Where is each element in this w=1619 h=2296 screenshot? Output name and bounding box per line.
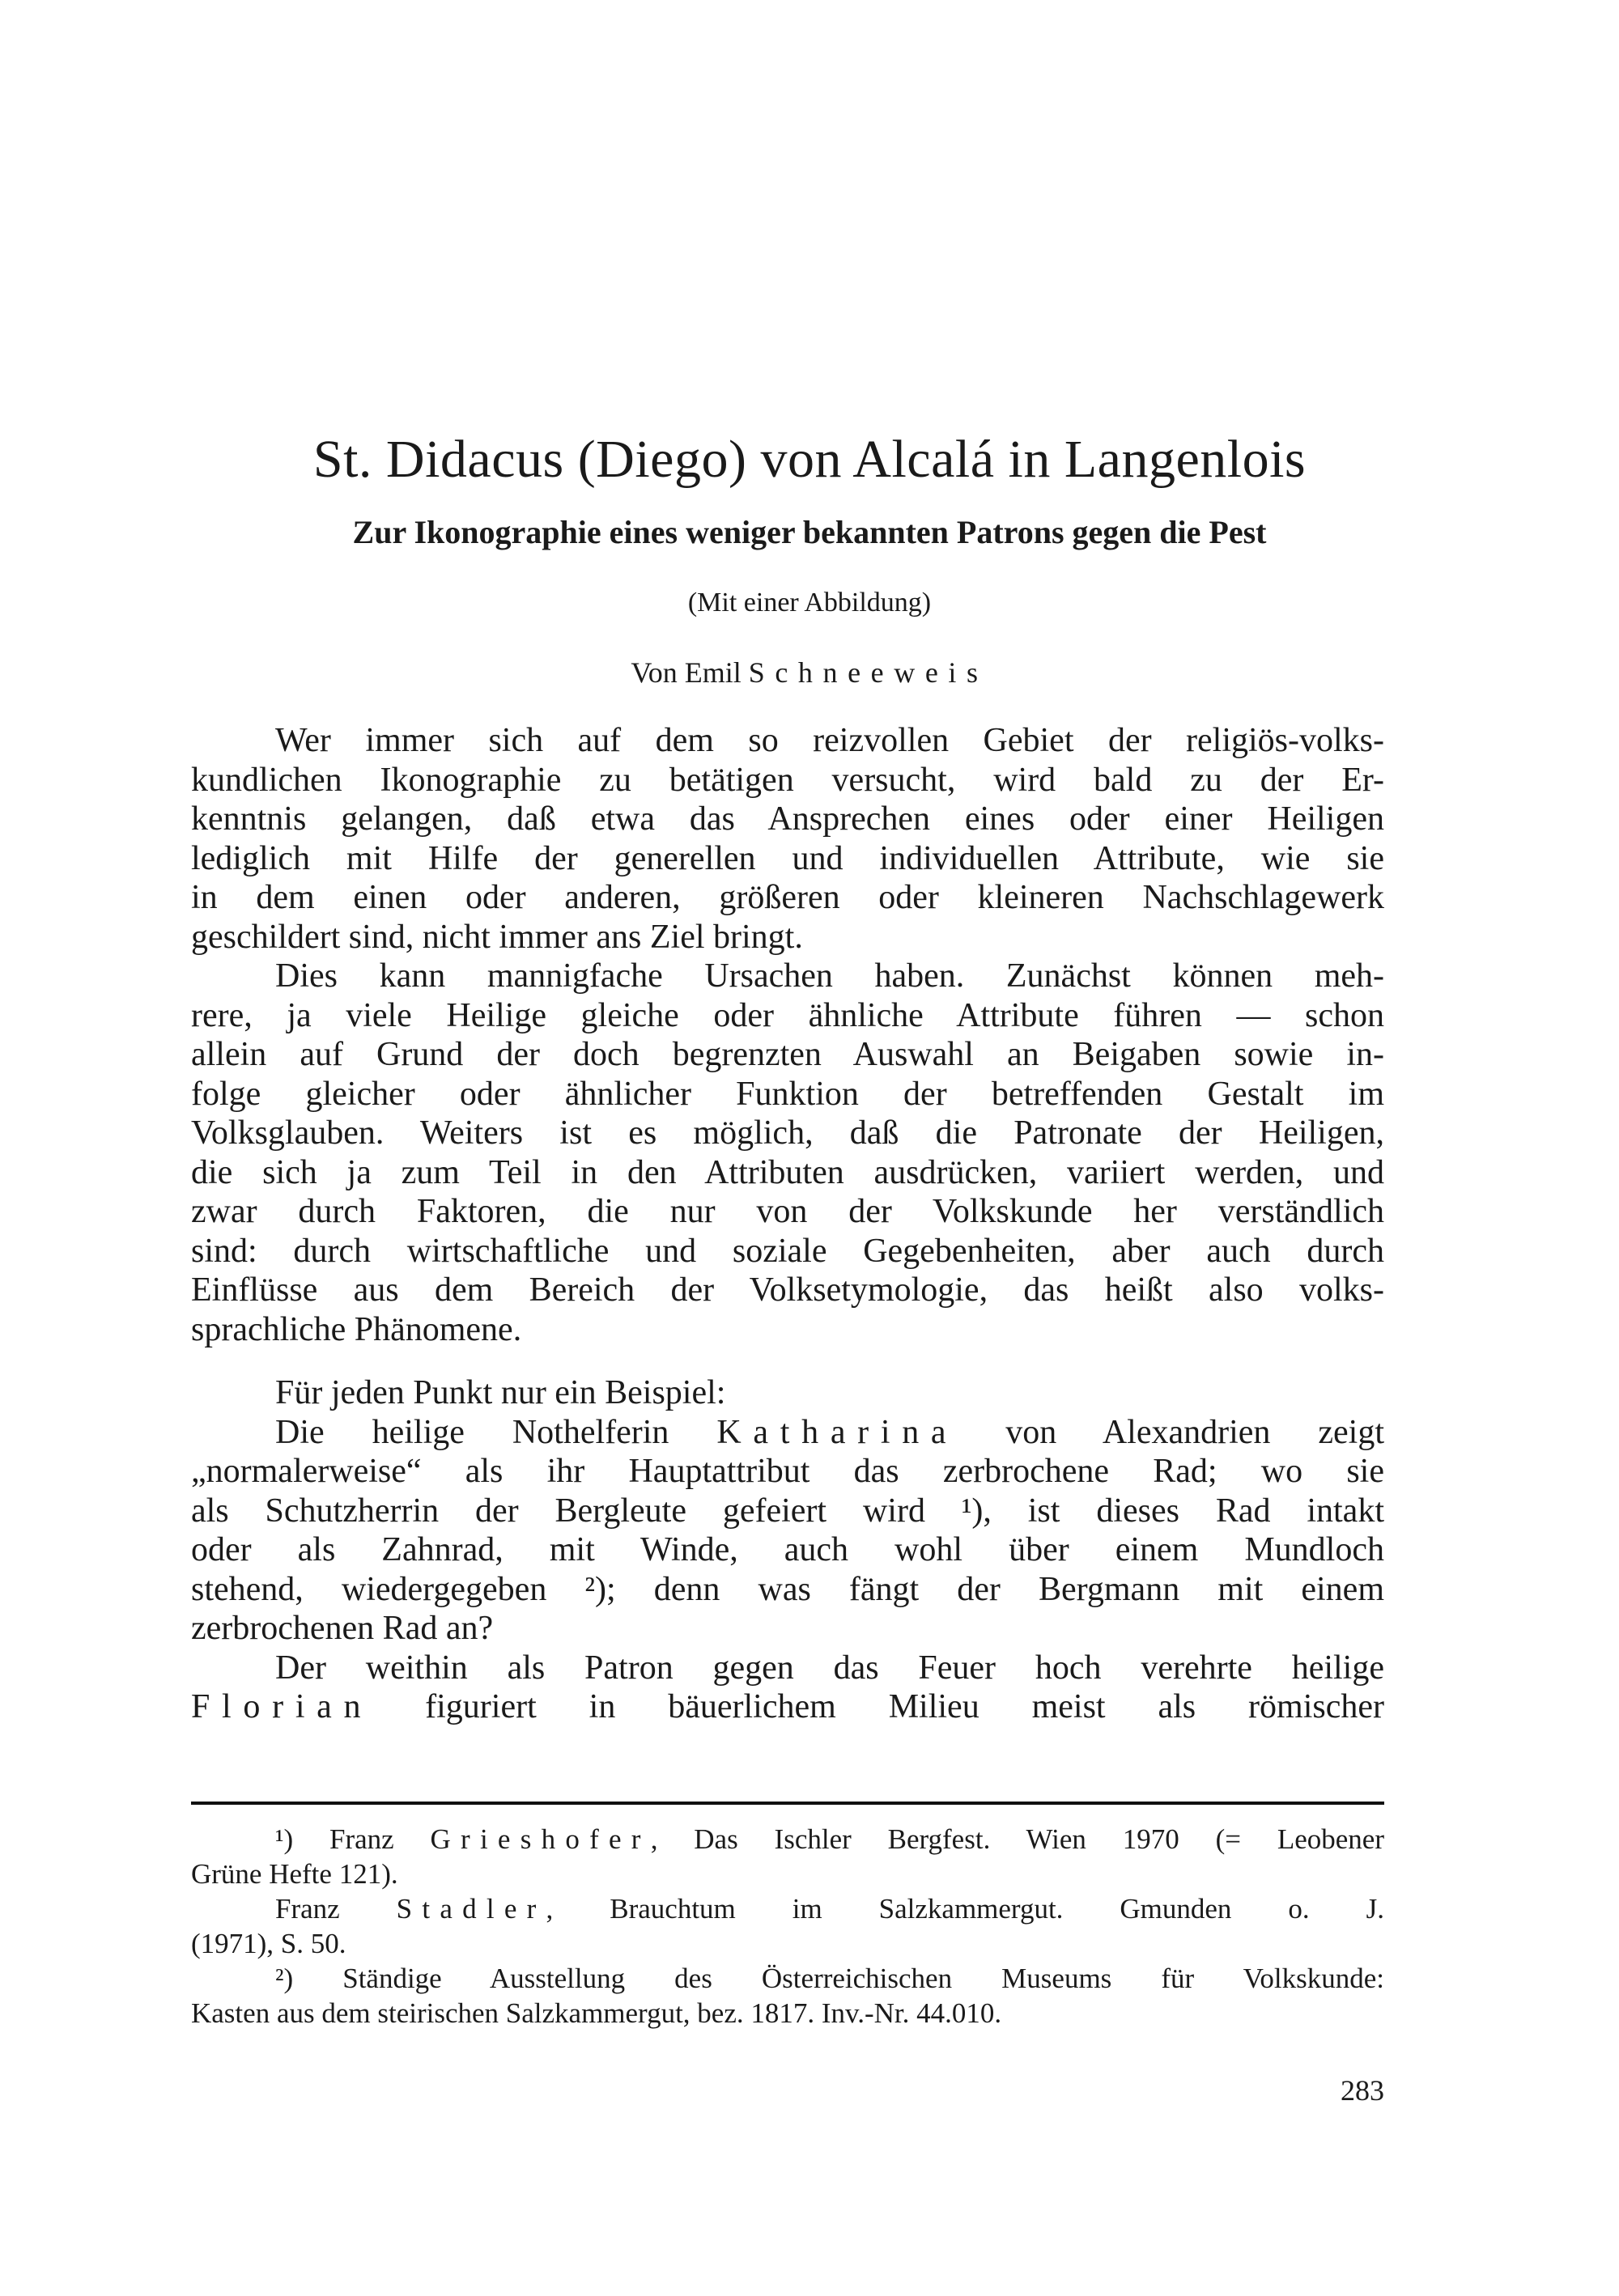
text-segment: Die heilige Nothelferin	[275, 1413, 717, 1451]
body-line	[191, 1113, 1384, 1153]
text-segment: Wer immer sich auf dem so reizvollen Gebiet der religiös-volks-	[275, 722, 1384, 759]
text-segment: figuriert in bäuerlichem Milieu meist als römischer	[372, 1688, 1384, 1725]
text-segment: ¹) Franz	[275, 1823, 431, 1855]
text-segment: die sich ja zum Teil in den Attributen ausdrücken, variiert werden, und	[191, 1153, 1384, 1191]
body-line	[191, 1569, 1384, 1610]
text-segment: allein auf Grund der doch begrenzten Auswahl an Beigaben sowie in-	[191, 1036, 1384, 1073]
text-segment: Für jeden Punkt nur ein Beispiel:	[275, 1374, 726, 1411]
body-line	[191, 1491, 1384, 1531]
text-segment: ²) Ständige Ausstellung des Österreichischen Museums für Volkskunde:	[275, 1963, 1384, 1994]
text-segment: zwar durch Faktoren, die nur von der Volkskunde her verständlich	[191, 1193, 1384, 1230]
body-line	[275, 956, 1384, 996]
author-name: Schneeweis	[748, 656, 988, 689]
author-prefix: Von Emil	[631, 656, 742, 689]
emphasized-name: Grieshofer	[430, 1823, 651, 1855]
figure-note: (Mit einer Abbildung)	[687, 588, 932, 618]
body-line	[191, 838, 1384, 879]
body-line	[191, 1687, 1384, 1727]
body-line	[191, 1231, 1384, 1271]
author-line	[0, 656, 1619, 690]
body-line	[191, 799, 1384, 839]
body-line	[191, 1034, 1384, 1075]
text-segment: sind: durch wirtschaftliche und soziale Gegebenheiten, aber auch durch	[191, 1232, 1384, 1270]
body-line	[275, 720, 1384, 761]
body-line	[191, 760, 1384, 800]
text-segment: Einflüsse aus dem Bereich der Volksetymologie, das heißt also volks-	[191, 1271, 1384, 1309]
text-segment: (1971), S. 50.	[191, 1928, 346, 1959]
body-line	[191, 1074, 1384, 1114]
text-segment: rere, ja viele Heilige gleiche oder ähnliche Attribute führen — schon	[191, 996, 1384, 1034]
text-segment: von Alexandrien zeigt	[958, 1413, 1384, 1451]
body-line	[275, 1412, 1384, 1453]
body-line	[275, 1648, 1384, 1688]
body-line	[191, 1270, 1384, 1310]
footnote-line	[191, 1997, 1384, 2031]
body-line	[191, 1309, 1384, 1350]
emphasized-name: Stadler	[396, 1893, 546, 1925]
body-line	[191, 1608, 1384, 1649]
body-line	[191, 1451, 1384, 1492]
text-segment: oder als Zahnrad, mit Winde, auch wohl über einem Mundloch	[191, 1531, 1384, 1568]
text-segment: Kasten aus dem steirischen Salzkammergut, bez. 1817. Inv.-Nr. 44.010.	[191, 1997, 1002, 2029]
footnote-line	[191, 1927, 1384, 1961]
page-number: 283	[1341, 2074, 1384, 2107]
body-line	[191, 995, 1384, 1036]
text-segment: , Brauchtum im Salzkammergut. Gmunden o. J.	[546, 1893, 1384, 1925]
text-segment: in dem einen oder anderen, größeren oder kleineren Nachschlagewerk	[191, 879, 1384, 916]
text-segment: zerbrochenen Rad an?	[191, 1610, 494, 1647]
text-segment: stehend, wiedergegeben ²); denn was fängt der Bergmann mit einem	[191, 1570, 1384, 1608]
text-segment: „normalerweise“ als ihr Hauptattribut das zerbrochene Rad; wo sie	[191, 1453, 1384, 1490]
body-line	[275, 1373, 1384, 1413]
text-segment: als Schutzherrin der Bergleute gefeiert wird ¹), ist dieses Rad intakt	[191, 1492, 1384, 1530]
body-line	[191, 1530, 1384, 1570]
emphasized-name: Katharina	[716, 1413, 958, 1451]
text-segment: kenntnis gelangen, daß etwa das Ansprechen eines oder einer Heiligen	[191, 800, 1384, 838]
article-subtitle: Zur Ikonographie eines weniger bekannten Patrons gegen die Pest	[352, 514, 1267, 550]
text-segment: folge gleicher oder ähnlicher Funktion der betreffenden Gestalt im	[191, 1075, 1384, 1113]
body-line	[191, 917, 1384, 957]
footnote-line	[275, 1892, 1384, 1926]
text-segment: Der weithin als Patron gegen das Feuer hoch verehrte heilige	[275, 1649, 1384, 1687]
text-segment: Dies kann mannigfache Ursachen haben. Zunächst können meh-	[275, 957, 1384, 995]
text-segment: , Das Ischler Bergfest. Wien 1970 (= Leobener	[650, 1823, 1384, 1855]
footnote-line	[191, 1857, 1384, 1891]
emphasized-name: Florian	[191, 1688, 373, 1725]
article-title: St. Didacus (Diego) von Alcalá in Langenlois	[312, 430, 1307, 489]
footnote-line	[275, 1823, 1384, 1857]
text-segment: Grüne Hefte 121).	[191, 1858, 398, 1890]
body-line	[191, 1152, 1384, 1193]
text-segment: kundlichen Ikonographie zu betätigen versucht, wird bald zu der Er-	[191, 761, 1384, 799]
text-segment: Franz	[275, 1893, 397, 1925]
body-line	[191, 1191, 1384, 1232]
body-line	[191, 877, 1384, 918]
text-segment: geschildert sind, nicht immer ans Ziel bringt.	[191, 918, 803, 956]
footnote-line	[275, 1962, 1384, 1996]
text-segment: Volksglauben. Weiters ist es möglich, daß die Patronate der Heiligen,	[191, 1114, 1384, 1152]
text-segment: lediglich mit Hilfe der generellen und individuellen Attribute, wie sie	[191, 839, 1384, 877]
footnote-separator	[191, 1802, 1384, 1805]
text-segment: sprachliche Phänomene.	[191, 1310, 522, 1348]
